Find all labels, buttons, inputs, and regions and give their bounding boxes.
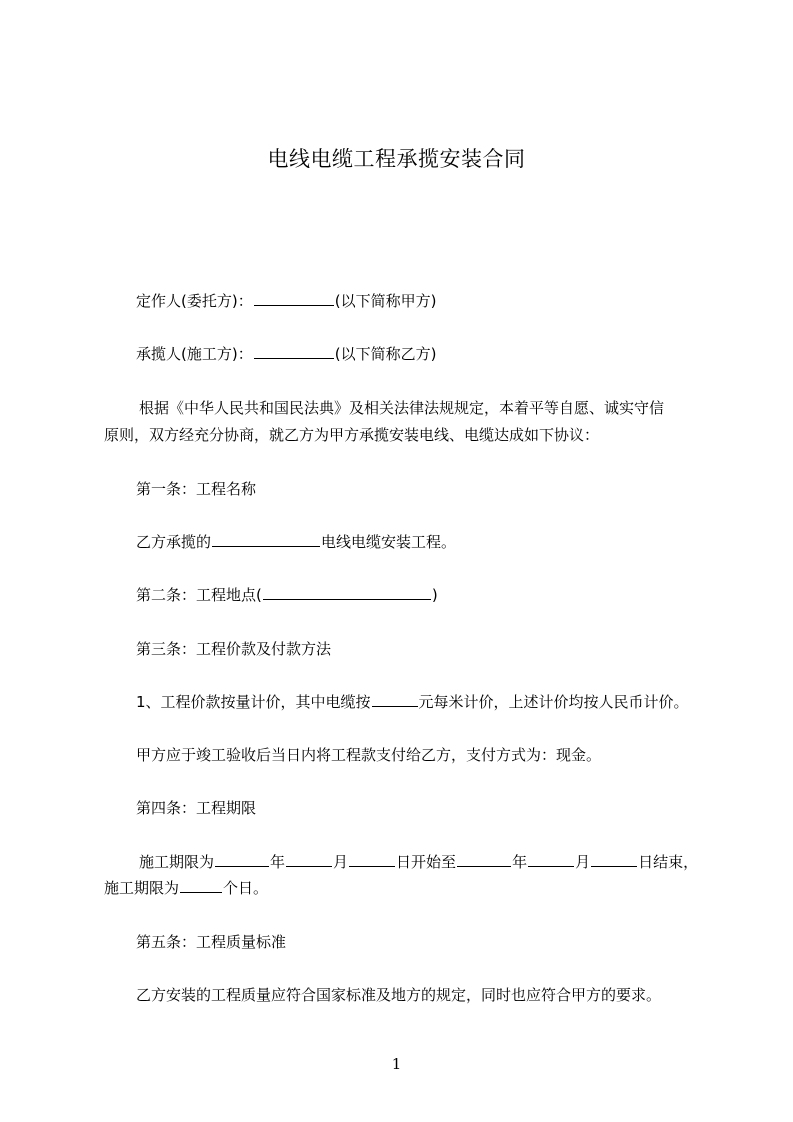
end-day-label: 日结束， [638,853,699,871]
article4-heading: 第四条：工程期限 [136,799,257,817]
article3-heading: 第三条：工程价款及付款方法 [136,640,332,658]
party-a-suffix: (以下简称甲方) [334,292,437,310]
end-month-label: 月 [575,853,591,871]
article3-payment: 甲方应于竣工验收后当日内将工程款支付给乙方，支付方式为：现金。 [136,746,602,764]
article5-body: 乙方安装的工程质量应符合国家标准及地方的规定，同时也应符合甲方的要求。 [136,986,662,1004]
party-a-prefix: 定作人(委托方)： [136,292,253,310]
page-number: 1 [391,1055,402,1073]
article4-duration-line [104,878,268,898]
article3-item1 [136,692,689,712]
price-blank [372,692,418,707]
article3-item1-suffix: 元每米计价，上述计价均按人民币计价。 [418,693,689,711]
end-year-label: 年 [512,853,528,871]
period-prefix: 施工期限为 [139,853,215,871]
duration-blank [180,878,222,893]
article1-suffix: 电线电缆安装工程。 [321,533,457,551]
end-month-blank [528,852,574,867]
party-b-suffix: (以下简称乙方) [334,345,437,363]
article2-suffix: ) [431,586,438,604]
end-year-blank [457,852,511,867]
start-day-blank [349,852,395,867]
article4-period-line [139,852,698,872]
start-month-blank [286,852,332,867]
article1-body [136,532,456,552]
article2-line [136,585,438,605]
article1-heading: 第一条：工程名称 [136,480,257,498]
article1-prefix: 乙方承揽的 [136,533,212,551]
document-title: 电线电缆工程承揽安装合同 [267,147,526,171]
duration-prefix: 施工期限为 [104,879,180,897]
party-b-prefix: 承揽人(施工方)： [136,345,253,363]
end-day-blank [591,852,637,867]
project-name-blank [212,532,320,547]
party-a-line [136,291,436,311]
start-year-blank [215,852,269,867]
start-year-label: 年 [270,853,286,871]
location-blank [263,585,431,600]
party-b-blank [254,344,334,359]
party-b-line [136,344,436,364]
preamble-line-1: 根据《中华人民共和国民法典》及相关法律法规规定，本着平等自愿、诚实守信 [139,399,665,417]
start-month-label: 月 [333,853,349,871]
article2-prefix: 第二条：工程地点( [136,586,262,604]
article3-item1-prefix: 1、工程价款按量计价，其中电缆按 [136,693,371,711]
start-day-label: 日开始至 [396,853,457,871]
duration-suffix: 个日。 [223,879,269,897]
party-a-blank [254,291,334,306]
preamble-line-2: 原则，双方经充分协商，就乙方为甲方承揽安装电线、电缆达成如下协议： [104,426,600,444]
article5-heading: 第五条：工程质量标准 [136,933,287,951]
